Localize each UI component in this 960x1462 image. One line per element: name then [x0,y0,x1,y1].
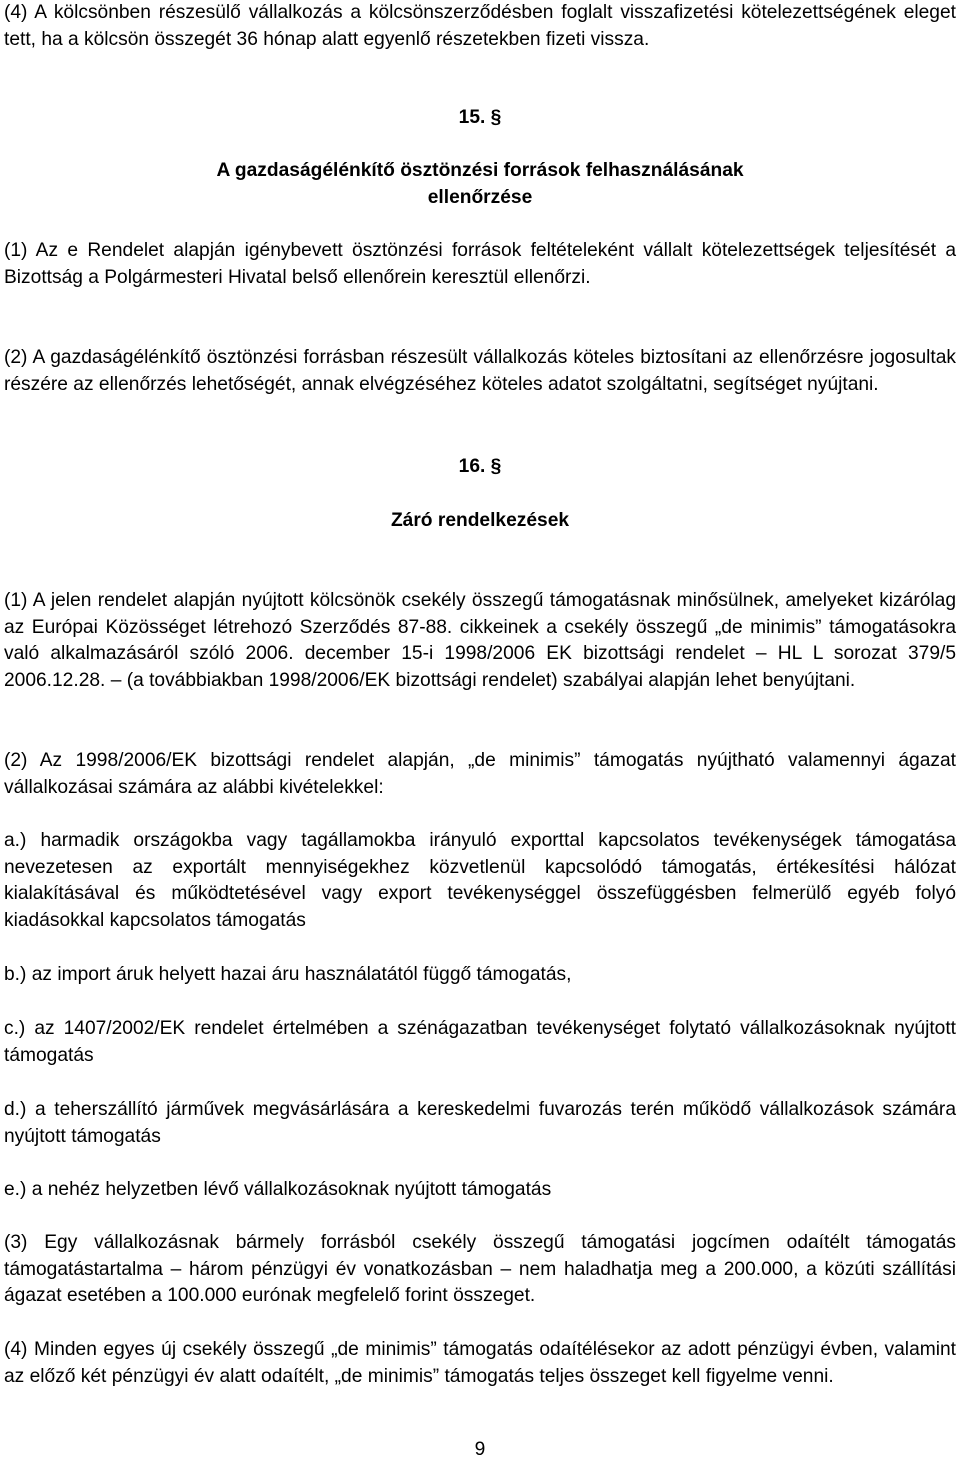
paragraph-16-a: a.) harmadik országokba vagy tagállamokba irányuló exporttal kapcsolatos tevékenységek támogatása nevezetesen az exportált mennyiségekhez közvetlenül kapcsolódó támogatás, értékesítési hálózat kialakításával és működtetésével vagy export tevékenységgel összefüggésben felmerülő egyéb folyó kiadásokkal kapcsolatos támogatás [4,830,956,931]
paragraph-15-2: (2) A gazdaságélénkítő ösztönzési forrásban részesült vállalkozás köteles biztosítani az ellenőrzésre jogosultak részére az ellenőrzés lehetőségét, annak elvégzéséhez köteles adatot szolgáltatni, segítséget nyújtani. [4,347,956,395]
section-15-title-line2: ellenőrzése [427,187,533,208]
paragraph-16-1: (1) A jelen rendelet alapján nyújtott kölcsönök csekély összegű támogatásnak minősülnek, amelyeket kizárólag az Európai Közösséget létrehozó Szerződés 87-88. cikkeinek a csekély összegű „de minimis” támogatásokra való alkalmazásáról szóló 2006. december 15-i 1998/2006 EK bizottsági rendelet – HL L sorozat 379/5 2006.12.28. – (a továbbiakban 1998/2006/EK bizottsági rendelet) szabályai alapján lehet benyújtani. [4,590,956,691]
paragraph-16-4: (4) Minden egyes új csekély összegű „de minimis” támogatás odaítélésekor az adott pénzügyi évben, valamint az előző két pénzügyi év alatt odaítélt, „de minimis” támogatás teljes összeget kell figyelme venni. [4,1339,956,1387]
paragraph-16-c: c.) az 1407/2002/EK rendelet értelmében a szénágazatban tevékenységet folytató vállalkozásoknak nyújtott támogatás [4,1018,956,1066]
paragraph-16-3: (3) Egy vállalkozásnak bármely forrásból csekély összegű támogatási jogcímen odaítélt támogatás támogatástartalma – három pénzügyi év vonatkozásban – nem haladhatja meg a 200.000, a közúti szállítási ágazat esetében a 100.000 eurónak megfelelő forint összeget. [4,1232,956,1306]
paragraph-16-b: b.) az import áruk helyett hazai áru használatától függő támogatás, [4,964,572,985]
section-16-title: Záró rendelkezések [390,510,570,531]
section-15-title-line1: A gazdaságélénkítő ösztönzési források felhasználásának [216,160,744,181]
paragraph-15-1: (1) Az e Rendelet alapján igénybevett ösztönzési források feltételeként vállalt kötelezettségek teljesítését a Bizottság a Polgármesteri Hivatal belső ellenőrein keresztül ellenőrzi. [4,240,956,288]
paragraph-16-2: (2) Az 1998/2006/EK bizottsági rendelet alapján, „de minimis” támogatás nyújtható valamennyi ágazat vállalkozásai számára az alábbi kivételekkel: [4,750,956,798]
paragraph-14-4: (4) A kölcsönben részesülő vállalkozás a kölcsönszerződésben foglalt visszafizetési kötelezettségének eleget tett, ha a kölcsön összegét 36 hónap alatt egyenlő részetekben fizeti vissza. [4,2,956,50]
section-16-number: 16. § [458,456,502,477]
section-15-number: 15. § [458,107,502,128]
paragraph-16-e: e.) a nehéz helyzetben lévő vállalkozásoknak nyújtott támogatás [4,1179,552,1200]
page-number: 9 [474,1439,486,1460]
paragraph-16-d: d.) a teherszállító járművek megvásárlására a kereskedelmi fuvarozás terén működő vállalkozások számára nyújtott támogatás [4,1099,956,1147]
